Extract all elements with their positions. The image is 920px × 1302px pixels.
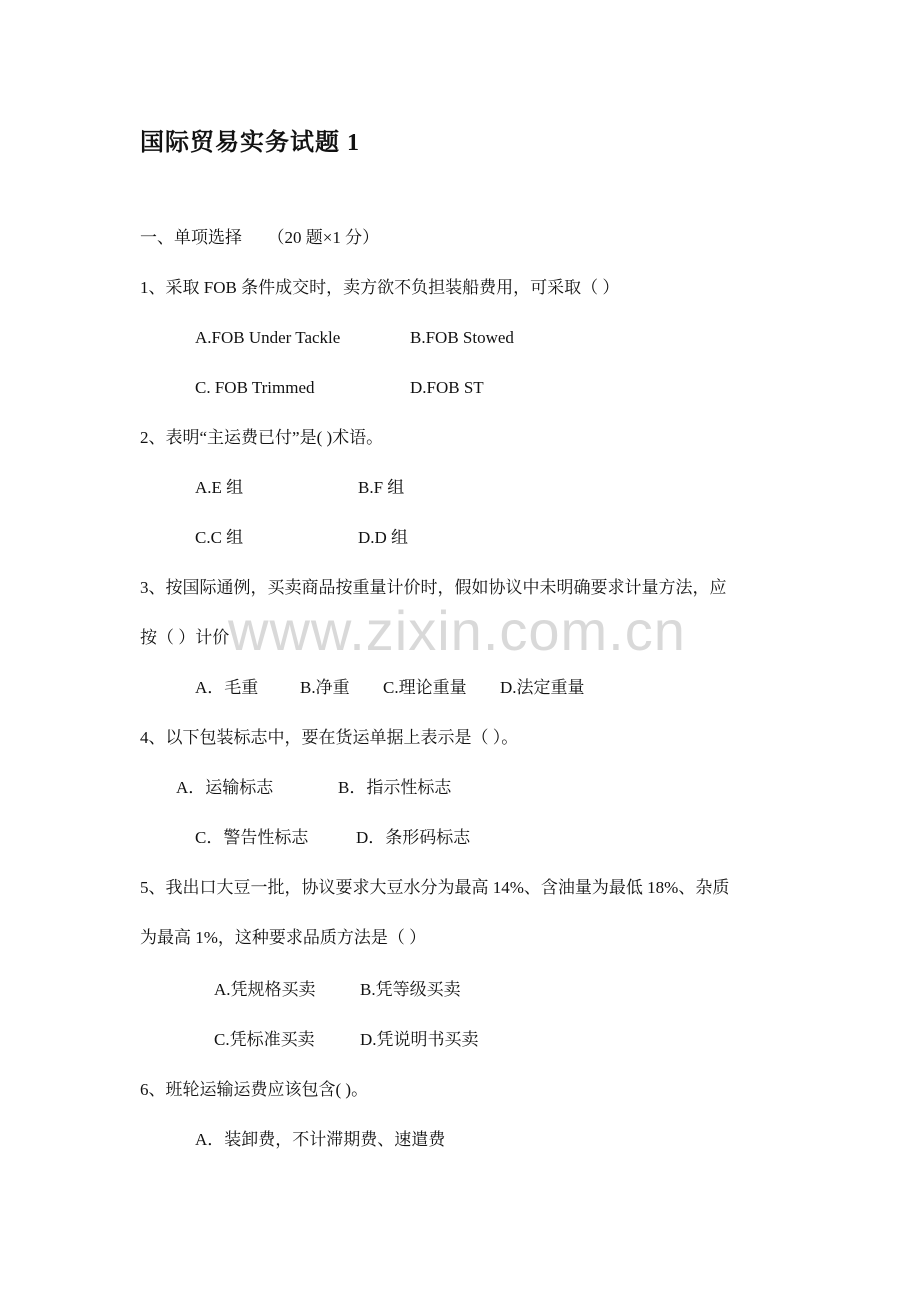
q5-option-a: A.凭规格买卖 [214,980,316,999]
q4-option-a: A．运输标志 [176,778,274,797]
q2-option-b: B.F 组 [358,478,405,497]
q1-option-c: C. FOB Trimmed [195,378,315,397]
question-5-cont: 为最高 1%，这种要求品质方法是（ ） [140,928,427,947]
page-title: 国际贸易实务试题 1 [140,130,360,156]
q1-option-d: D.FOB ST [410,378,484,397]
q2-option-c: C.C 组 [195,528,244,547]
question-5: 5、我出口大豆一批，协议要求大豆水分为最高 14%、含油量为最低 18%、杂质 [140,878,730,897]
q5-option-b: B.凭等级买卖 [360,980,461,999]
q1-option-b: B.FOB Stowed [410,328,514,347]
q2-option-d: D.D 组 [358,528,409,547]
q6-option-a: A．装卸费，不计滞期费、速遣费 [195,1130,446,1149]
q3-option-c: C.理论重量 [383,678,467,697]
q4-option-b: B．指示性标志 [338,778,452,797]
section-heading: 一、单项选择 （20 题×1 分） [140,228,380,247]
question-6: 6、班轮运输运费应该包含( )。 [140,1080,369,1099]
q3-option-b: B.净重 [300,678,350,697]
watermark: www.zixin.com.cn [228,599,686,662]
q4-option-d: D．条形码标志 [356,828,471,847]
q4-option-c: C．警告性标志 [195,828,309,847]
question-1: 1、采取 FOB 条件成交时，卖方欲不负担装船费用，可采取（ ） [140,278,620,297]
question-4: 4、以下包装标志中，要在货运单据上表示是（ ）。 [140,728,519,747]
q5-option-d: D.凭说明书买卖 [360,1030,479,1049]
q3-option-d: D.法定重量 [500,678,585,697]
q5-option-c: C.凭标准买卖 [214,1030,315,1049]
q3-option-a: A．毛重 [195,678,259,697]
q1-option-a: A.FOB Under Tackle [195,328,341,347]
question-2: 2、表明“主运费已付”是( )术语。 [140,428,384,447]
q2-option-a: A.E 组 [195,478,244,497]
question-3: 3、按国际通例，买卖商品按重量计价时，假如协议中未明确要求计量方法，应 [140,578,727,597]
question-3-cont: 按（ ）计价 [140,628,230,647]
